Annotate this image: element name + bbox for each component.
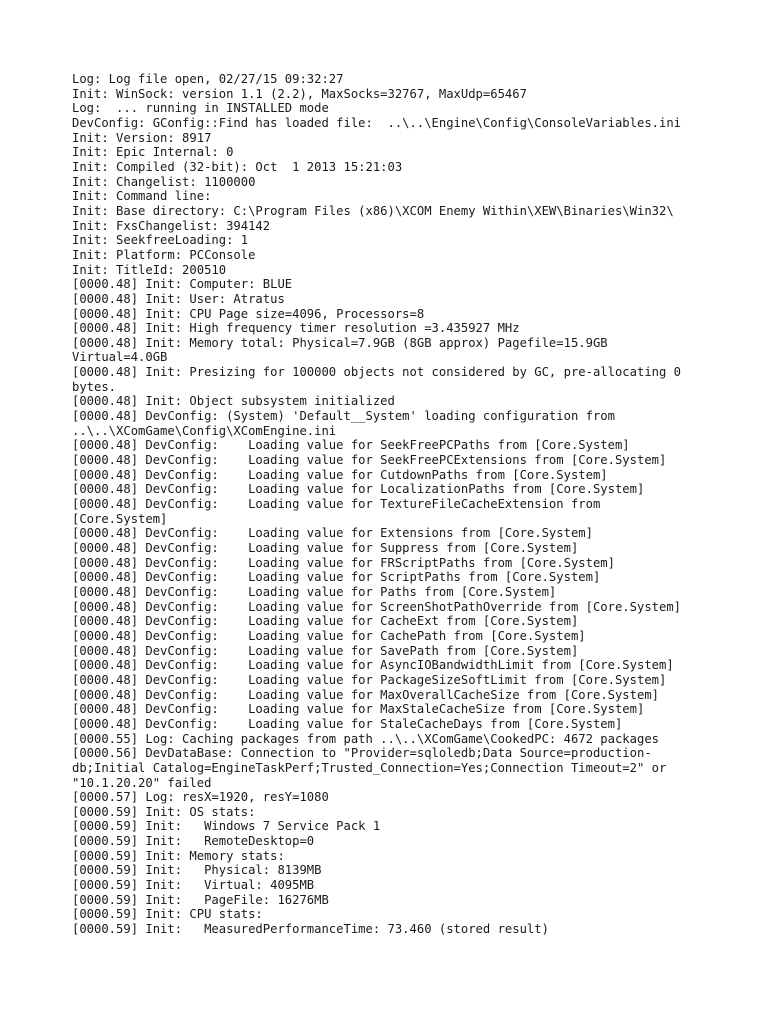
log-line: [0000.59] Init: Virtual: 4095MB [72,878,315,893]
log-line: [0000.48] DevConfig: Loading value for AsyncIOBandwidthLimit from [Core.System] [72,658,674,673]
log-line: Init: WinSock: version 1.1 (2.2), MaxSocks=32767, MaxUdp=65467 [72,86,527,101]
log-line: [0000.48] Init: Memory total: Physical=7.9GB (8GB approx) Pagefile=15.9GB [72,335,608,350]
log-line: DevConfig: GConfig::Find has loaded file: ..\..\Engine\Config\ConsoleVariables.ini [72,115,682,130]
log-line: [0000.48] DevConfig: Loading value for CutdownPaths from [Core.System] [72,467,608,482]
log-line: [0000.48] DevConfig: (System) 'Default__System' loading configuration from [72,409,615,424]
log-line: [0000.48] DevConfig: Loading value for StaleCacheDays from [Core.System] [72,716,623,731]
log-line: Init: Base directory: C:\Program Files (x86)\XCOM Enemy Within\XEW\Binaries\Win32\ [72,203,674,218]
log-line: [0000.48] DevConfig: Loading value for MaxStaleCacheSize from [Core.System] [72,702,645,717]
log-line: [0000.48] DevConfig: Loading value for FRScriptPaths from [Core.System] [72,555,615,570]
log-line: [0000.57] Log: resX=1920, resY=1080 [72,790,329,805]
log-line: [0000.48] DevConfig: Loading value for ScriptPaths from [Core.System] [72,570,601,585]
log-line: [0000.48] DevConfig: Loading value for LocalizationPaths from [Core.System] [72,482,645,497]
log-line: [0000.59] Init: CPU stats: [72,907,263,922]
log-line: [Core.System] [72,511,168,526]
log-line: [0000.48] DevConfig: Loading value for Suppress from [Core.System] [72,541,579,555]
log-text-body [72,72,712,937]
log-line: [0000.48] Init: Object subsystem initialized [72,394,395,409]
log-line: Init: SeekfreeLoading: 1 [72,233,249,248]
log-line: [0000.59] Init: Physical: 8139MB [72,863,322,878]
log-line: [0000.48] DevConfig: Loading value for Paths from [Core.System] [72,584,557,599]
log-line: Virtual=4.0GB [72,350,168,365]
log-line: Init: FxsChangelist: 394142 [72,218,271,233]
log-line: [0000.48] Init: User: Atratus [72,291,285,306]
log-line: bytes. [72,379,117,394]
log-line: [0000.48] DevConfig: Loading value for CacheExt from [Core.System] [72,614,579,629]
log-line: "10.1.20.20" failed [72,775,212,790]
log-line: ..\..\XComGame\Config\XComEngine.ini [72,423,337,438]
log-line: [0000.59] Init: OS stats: [72,804,256,819]
log-line: [0000.59] Init: MeasuredPerformanceTime: 73.460 (stored result) [72,922,549,937]
log-line: [0000.59] Init: PageFile: 16276MB [72,892,329,907]
log-line: [0000.48] Init: Presizing for 100000 objects not considered by GC, pre-allocating 0 [72,365,682,380]
log-line: Log: Log file open, 02/27/15 09:32:27 [72,72,344,86]
log-line: [0000.48] DevConfig: Loading value for MaxOverallCacheSize from [Core.System] [72,687,659,702]
log-line: [0000.48] DevConfig: Loading value for SavePath from [Core.System] [72,643,579,658]
log-line: [0000.59] Init: Windows 7 Service Pack 1 [72,819,381,834]
log-line: [0000.48] DevConfig: Loading value for PackageSizeSoftLimit from [Core.System] [72,672,667,687]
log-line: [0000.48] DevConfig: Loading value for Extensions from [Core.System] [72,526,593,541]
log-line: Log: ... running in INSTALLED mode [72,101,329,116]
log-line: Init: TitleId: 200510 [72,262,227,277]
log-line: [0000.48] DevConfig: Loading value for TextureFileCacheExtension from [72,497,601,512]
log-line: [0000.48] DevConfig: Loading value for SeekFreePCExtensions from [Core.System] [72,453,667,468]
log-line: db;Initial Catalog=EngineTaskPerf;Trusted_Connection=Yes;Connection Timeout=2" or [72,760,667,775]
log-line: Init: Changelist: 1100000 [72,174,256,189]
log-line: [0000.48] DevConfig: Loading value for CachePath from [Core.System] [72,628,586,643]
log-line: Init: Epic Internal: 0 [72,145,234,160]
log-line: [0000.48] DevConfig: Loading value for ScreenShotPathOverride from [Core.System] [72,599,682,614]
log-line: [0000.48] Init: CPU Page size=4096, Processors=8 [72,306,425,321]
log-line: Init: Compiled (32-bit): Oct 1 2013 15:21:03 [72,159,403,174]
log-line: [0000.59] Init: RemoteDesktop=0 [72,834,315,849]
log-line: Init: Version: 8917 [72,130,212,145]
log-line: [0000.48] DevConfig: Loading value for SeekFreePCPaths from [Core.System] [72,438,630,453]
log-line: [0000.48] Init: High frequency timer resolution =3.435927 MHz [72,321,520,336]
log-line: [0000.48] Init: Computer: BLUE [72,277,293,292]
log-line: [0000.59] Init: Memory stats: [72,848,285,863]
log-line: [0000.55] Log: Caching packages from path ..\..\XComGame\CookedPC: 4672 packages [72,731,659,746]
log-line: Init: Platform: PCConsole [72,247,256,262]
log-line: Init: Command line: [72,189,212,204]
log-line: [0000.56] DevDataBase: Connection to "Provider=sqloledb;Data Source=production- [72,746,652,761]
